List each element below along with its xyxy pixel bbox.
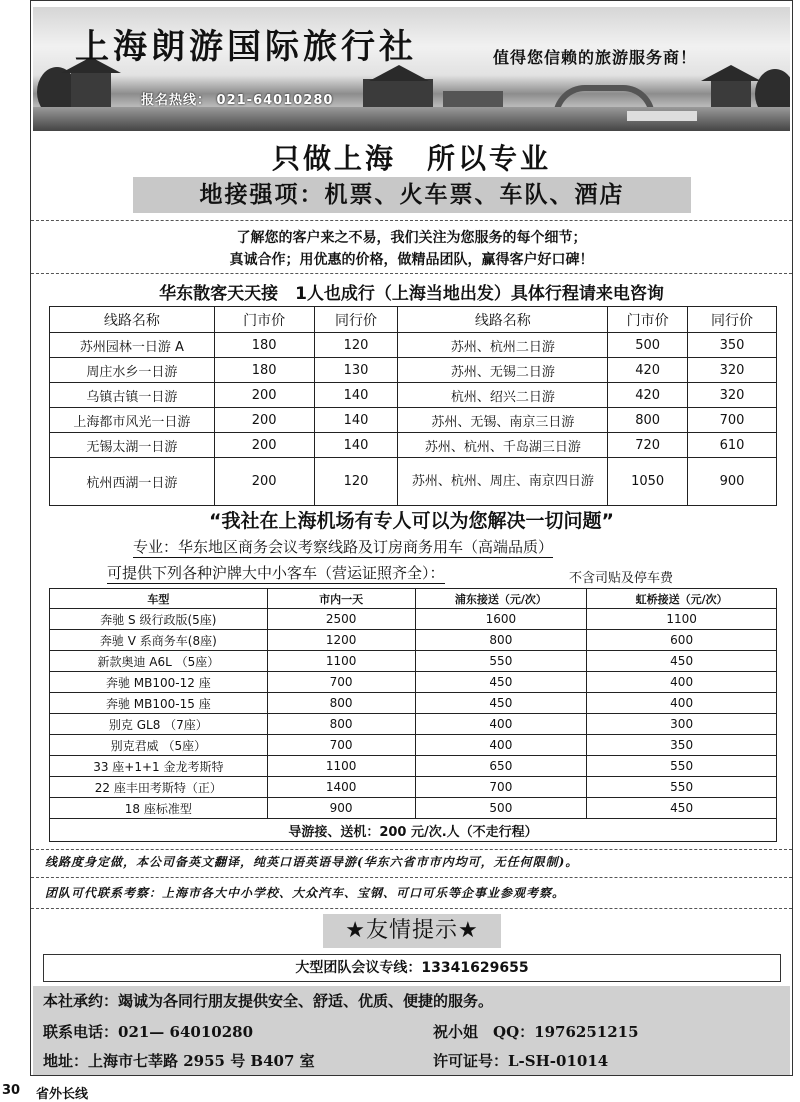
vehicle-type: 新款奥迪 A6L （5座） (50, 651, 268, 672)
hongqiao-transfer-price: 1100 (587, 609, 777, 630)
table-row (50, 798, 777, 819)
custom-route-note: 线路度身定做，本公司备英文翻译，纯英口语英语导游(华东六省市市内均可，无任何限制)。 (45, 855, 579, 869)
retail-price: 180 (214, 358, 314, 383)
table-row (50, 609, 777, 630)
trade-price: 120 (314, 458, 398, 506)
divider-5 (31, 908, 792, 909)
vehicle-type: 别克 GL8 （7座） (50, 714, 268, 735)
pudong-transfer-price: 450 (415, 672, 587, 693)
table-row (50, 714, 777, 735)
hotline-number: 021-64010280 (216, 93, 334, 108)
friendly-tip-title: ★友情提示★ (323, 914, 501, 948)
column-header: 门市价 (214, 307, 314, 333)
trade-price: 610 (688, 433, 777, 458)
table-row (50, 408, 777, 433)
hotline-label: 报名热线： (141, 93, 212, 108)
retail-price: 420 (608, 358, 688, 383)
route-name: 无锡太湖一日游 (50, 433, 215, 458)
table-row (50, 358, 777, 383)
route-name: 杭州西湖一日游 (50, 458, 215, 506)
pudong-transfer-price: 400 (415, 735, 587, 756)
column-header: 门市价 (608, 307, 688, 333)
license-number: 许可证号：L-SH-01014 (433, 1052, 609, 1070)
city-day-price: 700 (267, 735, 415, 756)
table-row (50, 672, 777, 693)
hongqiao-transfer-price: 300 (587, 714, 777, 735)
city-day-price: 2500 (267, 609, 415, 630)
trade-price: 130 (314, 358, 398, 383)
pavilion-graphic (71, 73, 111, 109)
pudong-transfer-price: 700 (415, 777, 587, 798)
guide-transfer-price: 导游接、送机：200 元/次.人（不走行程） (50, 819, 777, 842)
column-header: 浦东接送（元/次） (415, 589, 587, 609)
hongqiao-transfer-price: 450 (587, 651, 777, 672)
hongqiao-transfer-price: 550 (587, 777, 777, 798)
banner (33, 7, 790, 131)
route-name: 苏州园林一日游 A (50, 333, 215, 358)
table-row (50, 630, 777, 651)
vehicle-type: 18 座标准型 (50, 798, 268, 819)
service-promise: 本社承约：竭诚为各同行朋友提供安全、舒适、优质、便捷的服务。 (43, 992, 494, 1010)
intro-line-1: 了解您的客户来之不易，我们关注为您服务的每个细节； (236, 230, 587, 246)
column-header: 虹桥接送（元/次） (587, 589, 777, 609)
route-name: 苏州、无锡、南京三日游 (398, 408, 608, 433)
vehicles-note: 不含司贴及停车费 (569, 571, 674, 586)
city-day-price: 1200 (267, 630, 415, 651)
route-name: 苏州、杭州二日游 (398, 333, 608, 358)
trade-price: 140 (314, 383, 398, 408)
pudong-transfer-price: 400 (415, 714, 587, 735)
specialty-line: 专业：华东地区商务会议考察线路及订房商务用车（高端品质） (133, 538, 554, 556)
vehicles-table (49, 588, 777, 842)
subheadline: 地接强项：机票、火车票、车队、酒店 (133, 177, 691, 213)
table-footer-row (50, 819, 777, 842)
table-header-row (50, 307, 777, 333)
pudong-transfer-price: 1600 (415, 609, 587, 630)
retail-price: 1050 (608, 458, 688, 506)
route-name: 苏州、无锡二日游 (398, 358, 608, 383)
table-header-row (50, 589, 777, 609)
route-name: 乌镇古镇一日游 (50, 383, 215, 408)
column-header: 市内一天 (267, 589, 415, 609)
column-header: 同行价 (688, 307, 777, 333)
table-row (50, 383, 777, 408)
divider-2 (31, 273, 792, 274)
pudong-transfer-price: 450 (415, 693, 587, 714)
column-header: 同行价 (314, 307, 398, 333)
retail-price: 200 (214, 383, 314, 408)
tower-roof-graphic (701, 65, 761, 81)
route-name: 苏州、杭州、周庄、南京四日游 (398, 458, 608, 506)
table-row (50, 735, 777, 756)
route-name: 苏州、杭州、千岛湖三日游 (398, 433, 608, 458)
table-row (50, 433, 777, 458)
divider-3 (31, 849, 792, 850)
tower-graphic (711, 81, 751, 109)
boat-graphic (627, 111, 697, 121)
retail-price: 180 (214, 333, 314, 358)
city-day-price: 1400 (267, 777, 415, 798)
city-day-price: 800 (267, 693, 415, 714)
city-day-price: 1100 (267, 651, 415, 672)
table-row (50, 693, 777, 714)
hongqiao-transfer-price: 350 (587, 735, 777, 756)
advertisement-page (30, 0, 793, 1076)
city-day-price: 900 (267, 798, 415, 819)
city-day-price: 1100 (267, 756, 415, 777)
pudong-transfer-price: 500 (415, 798, 587, 819)
trade-price: 350 (688, 333, 777, 358)
pudong-transfer-price: 550 (415, 651, 587, 672)
route-name: 周庄水乡一日游 (50, 358, 215, 383)
vehicle-type: 22 座丰田考斯特（正） (50, 777, 268, 798)
contact-qq: 祝小姐 QQ：1976251215 (433, 1023, 639, 1041)
conference-hotline: 大型团队会议专线：13341629655 (43, 954, 781, 982)
table-row (50, 458, 777, 506)
contact-phone: 联系电话：021— 64010280 (43, 1023, 254, 1041)
table-row (50, 651, 777, 672)
retail-price: 500 (608, 333, 688, 358)
retail-price: 420 (608, 383, 688, 408)
table-row (50, 777, 777, 798)
intro-line-2: 真诚合作；用优惠的价格，做精品团队，赢得客户好口碑！ (229, 252, 594, 268)
building-graphic (363, 79, 433, 109)
hongqiao-transfer-price: 450 (587, 798, 777, 819)
routes-table (49, 306, 777, 506)
vehicle-type: 奔驰 S 级行政版(5座) (50, 609, 268, 630)
hongqiao-transfer-price: 400 (587, 672, 777, 693)
route-name: 上海都市风光一日游 (50, 408, 215, 433)
column-header: 车型 (50, 589, 268, 609)
vehicle-type: 奔驰 V 系商务车(8座) (50, 630, 268, 651)
vehicle-type: 奔驰 MB100-15 座 (50, 693, 268, 714)
vehicle-type: 别克君威 （5座） (50, 735, 268, 756)
study-visit-note: 团队可代联系考察：上海市各大中小学校、大众汽车、宝钢、可口可乐等企事业参观考察。 (45, 886, 566, 900)
trade-price: 120 (314, 333, 398, 358)
agency-name: 上海朗游国际旅行社 (75, 27, 417, 67)
retail-price: 200 (214, 433, 314, 458)
hongqiao-transfer-price: 550 (587, 756, 777, 777)
vehicles-intro: 可提供下列各种沪牌大中小客车（营运证照齐全）： (107, 564, 445, 582)
retail-price: 800 (608, 408, 688, 433)
airport-quote: “我社在上海机场有专人可以为您解决一切问题” (209, 510, 614, 532)
routes-heading: 华东散客天天接 1人也成行（上海当地出发）具体行程请来电咨询 (159, 284, 664, 304)
column-header: 线路名称 (50, 307, 215, 333)
retail-price: 200 (214, 458, 314, 506)
table-row (50, 333, 777, 358)
page-number: 30 (2, 1083, 21, 1098)
magazine-section-name: 省外长线 (36, 1087, 89, 1102)
route-name: 杭州、绍兴二日游 (398, 383, 608, 408)
divider-4 (31, 877, 792, 878)
slogan: 值得您信赖的旅游服务商！ (493, 48, 698, 67)
city-day-price: 700 (267, 672, 415, 693)
pudong-transfer-price: 800 (415, 630, 587, 651)
trade-price: 140 (314, 433, 398, 458)
address: 地址：上海市七莘路 2955 号 B407 室 (43, 1052, 315, 1070)
trade-price: 900 (688, 458, 777, 506)
hongqiao-transfer-price: 600 (587, 630, 777, 651)
trade-price: 320 (688, 358, 777, 383)
pudong-transfer-price: 650 (415, 756, 587, 777)
trade-price: 320 (688, 383, 777, 408)
trade-price: 700 (688, 408, 777, 433)
retail-price: 720 (608, 433, 688, 458)
contact-panel (33, 986, 790, 1075)
hongqiao-transfer-price: 400 (587, 693, 777, 714)
city-day-price: 800 (267, 714, 415, 735)
trade-price: 140 (314, 408, 398, 433)
vehicle-type: 33 座+1+1 金龙考斯特 (50, 756, 268, 777)
hotline (141, 89, 333, 108)
retail-price: 200 (214, 408, 314, 433)
table-row (50, 756, 777, 777)
divider (31, 220, 792, 221)
vehicle-type: 奔驰 MB100-12 座 (50, 672, 268, 693)
column-header: 线路名称 (398, 307, 608, 333)
headline: 只做上海 所以专业 (271, 142, 551, 175)
